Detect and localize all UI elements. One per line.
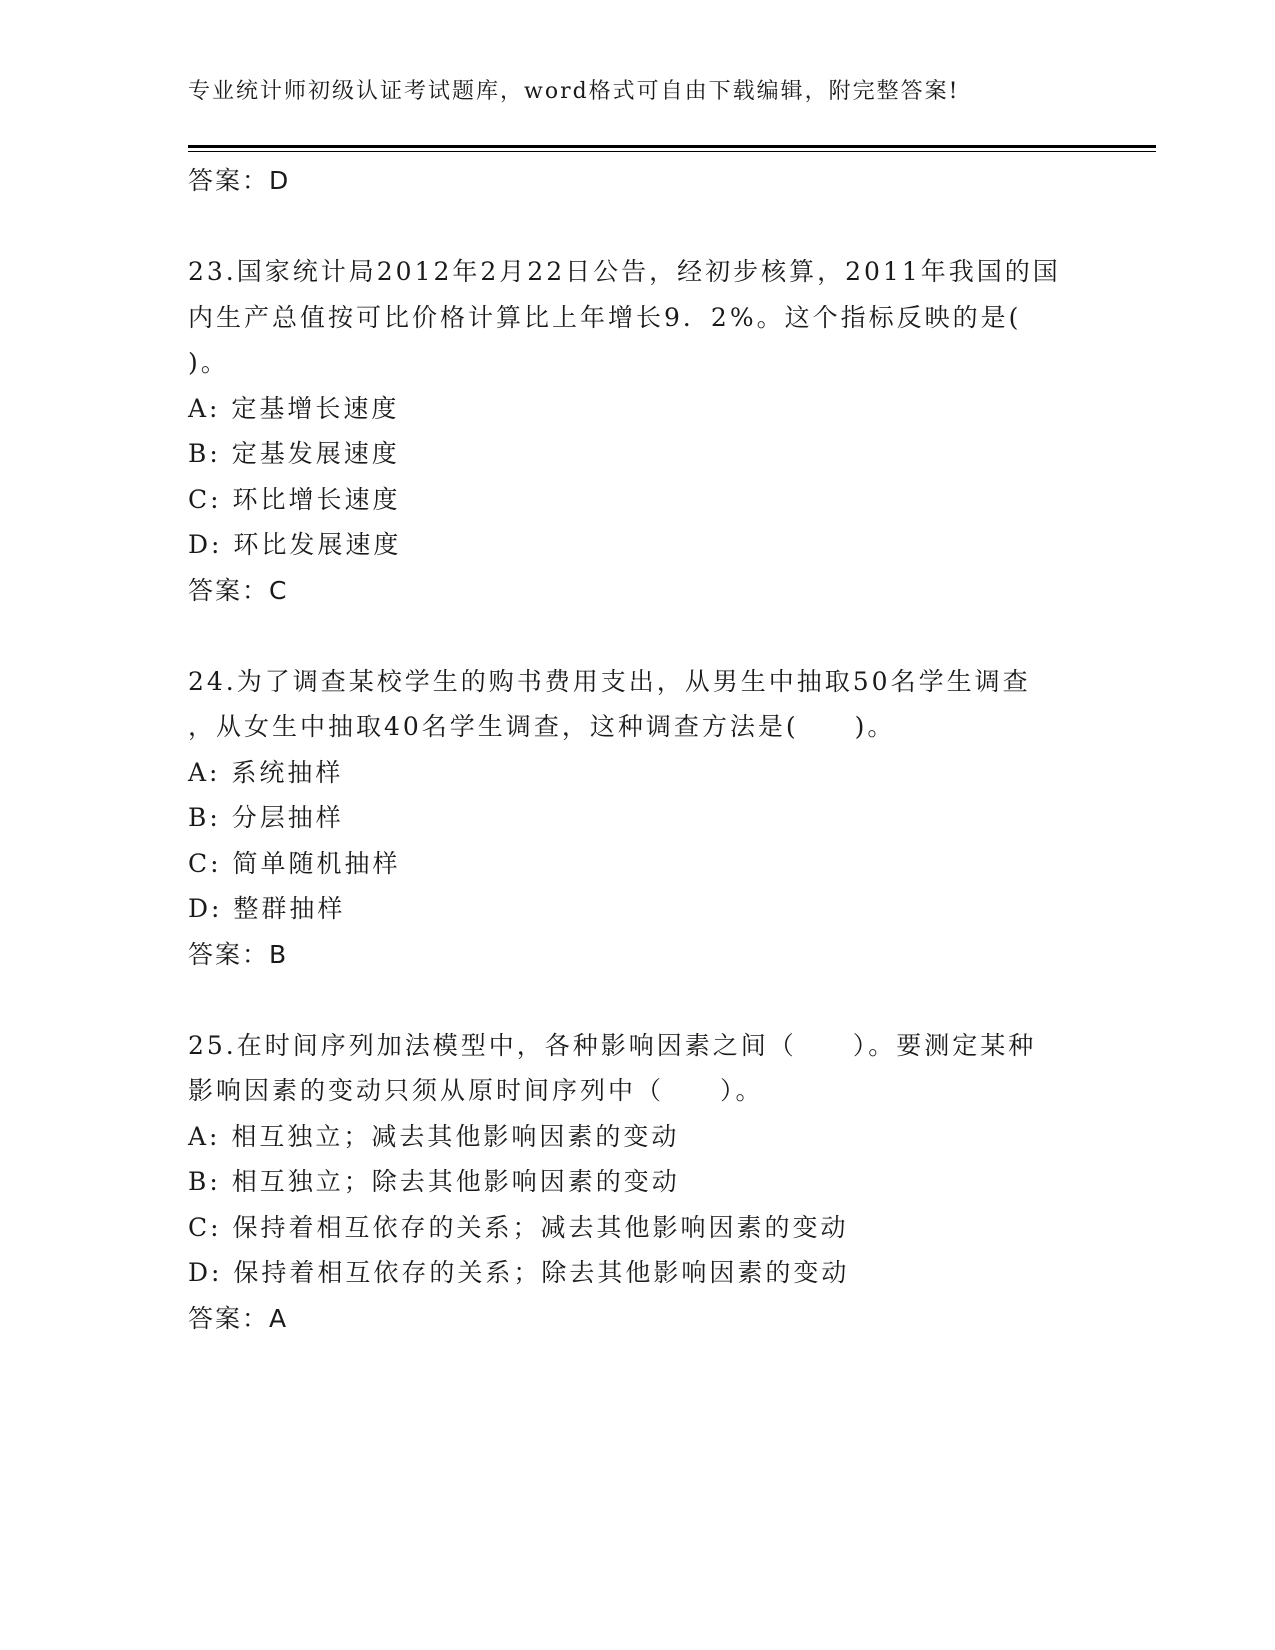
option-d: D: 整群抽样 bbox=[188, 894, 346, 923]
option-a: A: 相互独立；减去其他影响因素的变动 bbox=[188, 1121, 680, 1151]
previous-answer: 答案：D bbox=[188, 166, 291, 195]
option-c: C: 简单随机抽样 bbox=[188, 848, 401, 878]
spacer bbox=[188, 977, 1088, 1023]
option-b: B: 定基发展速度 bbox=[188, 439, 400, 468]
spacer bbox=[188, 613, 1088, 659]
option-a: A: 定基增长速度 bbox=[188, 393, 400, 423]
question-stem-line: 影响因素的变动只须从原时间序列中（ ）。 bbox=[188, 1076, 764, 1105]
question-stem-line: 23.国家统计局2012年2月22日公告，经初步核算，2011年我国的国 bbox=[188, 257, 1061, 286]
answer: 答案：B bbox=[188, 939, 289, 969]
question-stem-line: 25.在时间序列加法模型中，各种影响因素之间（ ）。要测定某种 bbox=[188, 1030, 1037, 1060]
header-rule-thick bbox=[188, 145, 1156, 148]
option-a: A: 系统抽样 bbox=[188, 757, 344, 787]
header-rule-thin bbox=[188, 151, 1156, 152]
option-d: D: 环比发展速度 bbox=[188, 530, 402, 559]
option-d: D: 保持着相互依存的关系；除去其他影响因素的变动 bbox=[188, 1258, 850, 1287]
question-24 bbox=[188, 659, 1088, 978]
page-header: 专业统计师初级认证考试题库，word格式可自由下载编辑，附完整答案! bbox=[188, 79, 960, 104]
option-b: B: 相互独立；除去其他影响因素的变动 bbox=[188, 1167, 680, 1196]
spacer bbox=[188, 204, 1088, 250]
question-stem-line: ，从女生中抽取40名学生调查，这种调查方法是( )。 bbox=[188, 712, 896, 741]
question-stem-line: 内生产总值按可比价格计算比上年增长9．2%。这个指标反映的是( bbox=[188, 302, 1022, 332]
question-25 bbox=[188, 1023, 1088, 1342]
question-stem-line: 24.为了调查某校学生的购书费用支出，从男生中抽取50名学生调查 bbox=[188, 666, 1031, 696]
document-body bbox=[188, 158, 1088, 1341]
answer: 答案：A bbox=[188, 1303, 289, 1333]
question-23 bbox=[188, 249, 1088, 613]
option-b: B: 分层抽样 bbox=[188, 803, 344, 832]
question-stem-line: )。 bbox=[188, 348, 229, 377]
answer: 答案：C bbox=[188, 575, 289, 605]
option-c: C: 环比增长速度 bbox=[188, 484, 401, 514]
option-c: C: 保持着相互依存的关系；减去其他影响因素的变动 bbox=[188, 1212, 849, 1242]
